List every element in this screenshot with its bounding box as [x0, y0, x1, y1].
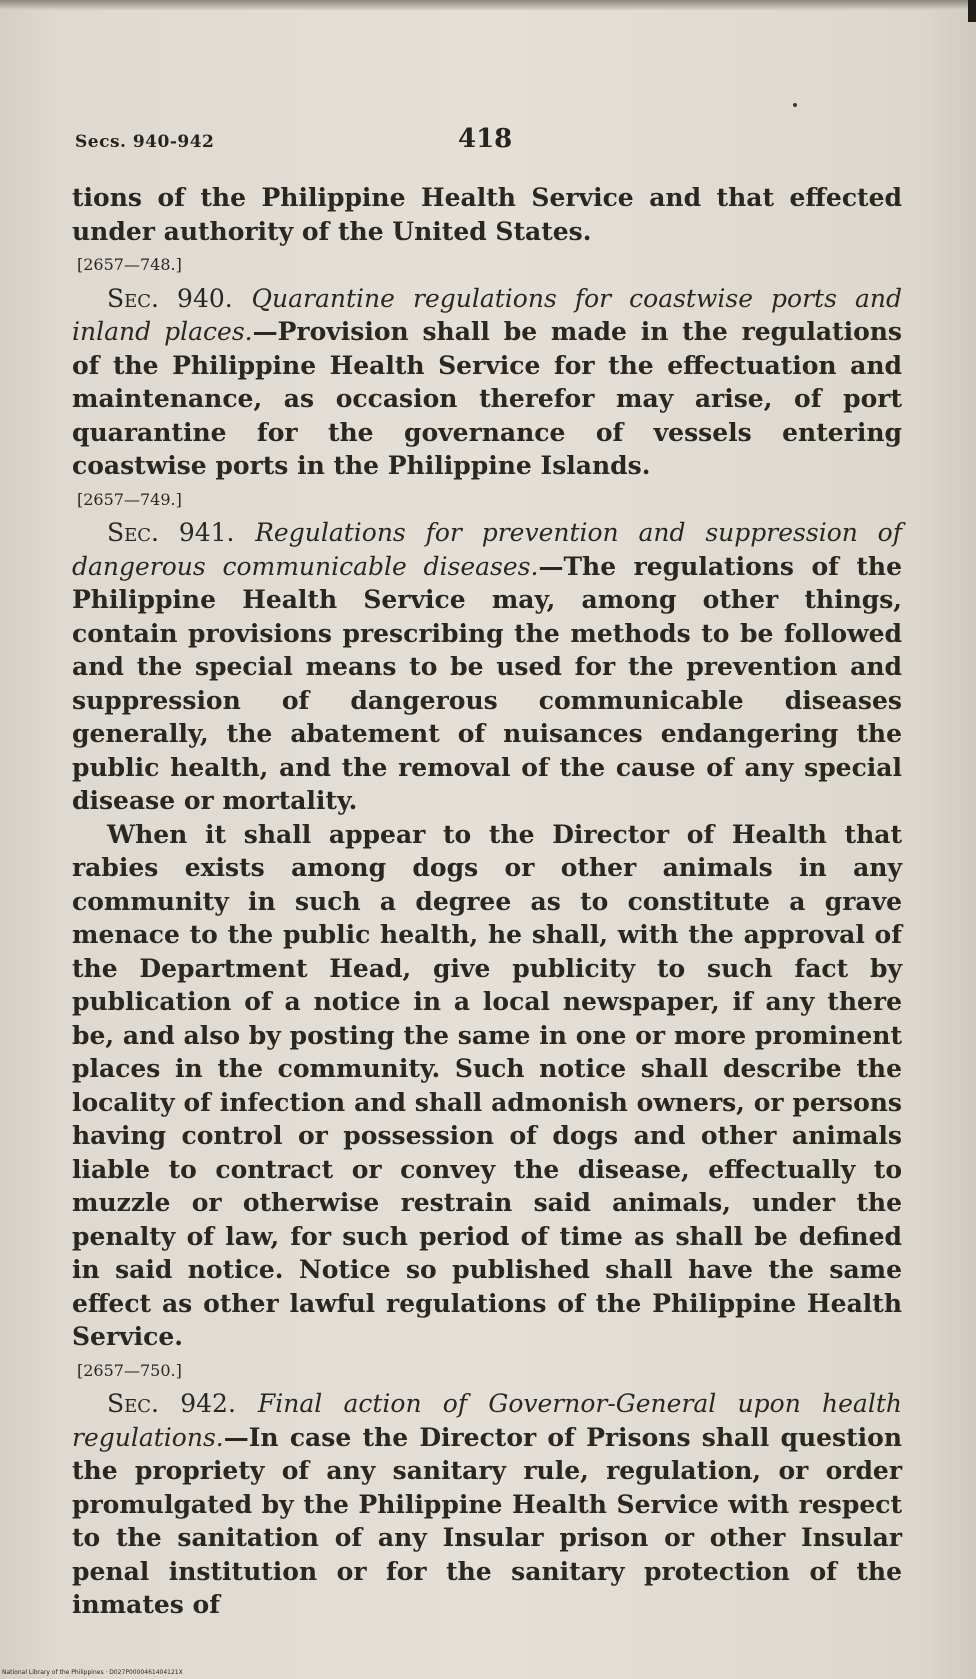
scan-speck: [793, 103, 797, 107]
page-number: 418: [458, 124, 513, 154]
section-940: [72, 282, 902, 483]
section-942: [72, 1387, 902, 1622]
section-label: Sec. 942.: [107, 1389, 236, 1418]
running-head-sections: Secs. 940-942: [75, 132, 215, 152]
section-text: —The regulations of the Philippine Health Service may, among other things, contain provisions prescribing the methods to be followed and the special means to be used for the prevention and suppression of dangerous communicable diseases generally, the abatement of nuisances endangering the public health, and the removal of the cause of any special disease or mortality.: [72, 551, 902, 815]
rabies-paragraph: When it shall appear to the Director of Health that rabies exists among dogs or other animals in any community in such a degree as to constitute a grave menace to the public health, he shall, with the approval of the Department Head, give publicity to such fact by publication of a notice in a local newspaper, if any there be, and also by posting the same in one or more prominent places in the community. Such notice shall describe the locality of infection and shall admonish owners, or persons having control or possession of dogs and other animals liable to contract or convey the disease, effectually to muzzle or otherwise restrain said animals, under the penalty of law, for such period of time as shall be defined in said notice. Notice so published shall have the same effect as other lawful regulations of the Philippine Health Service.: [72, 819, 902, 1351]
section-title: Regulations for prevention and suppression of dangerous communicable diseases.: [72, 518, 902, 581]
body-text: [72, 181, 902, 1622]
continued-paragraph: tions of the Philippine Health Service and that effected under authority of the United States.: [72, 183, 902, 246]
section-label: Sec. 940.: [107, 283, 233, 313]
section-title: Final action of Governor-General upon health regulations.: [72, 1389, 902, 1452]
source-reference: [2657—750.]: [77, 1360, 182, 1380]
section-text: —Provision shall be made in the regulations of the Philippine Health Service for the effectuation and maintenance, as occasion therefor may arise, of port quarantine for the governance of vessels entering coastwise ports in the Philippine Islands.: [72, 317, 902, 480]
scan-corner-mark: [968, 0, 976, 22]
section-label: Sec. 941.: [107, 518, 235, 547]
section-941: [72, 516, 902, 818]
scan-top-edge: [0, 0, 976, 10]
source-reference: [2657—749.]: [77, 489, 182, 509]
section-text: —In case the Director of Prisons shall question the propriety of any sanitary rule, regulation, or order promulgated by the Philippine Health Service with respect to the sanitation of any Insular prison or other Insular penal institution or for the sanitary protection of the inmates of: [72, 1422, 902, 1619]
section-title: Quarantine regulations for coastwise ports and inland places.: [72, 283, 902, 346]
scan-footer: National Library of the Philippines · D027P0000461404121X: [2, 1669, 183, 1676]
source-reference: [2657—748.]: [77, 255, 182, 274]
